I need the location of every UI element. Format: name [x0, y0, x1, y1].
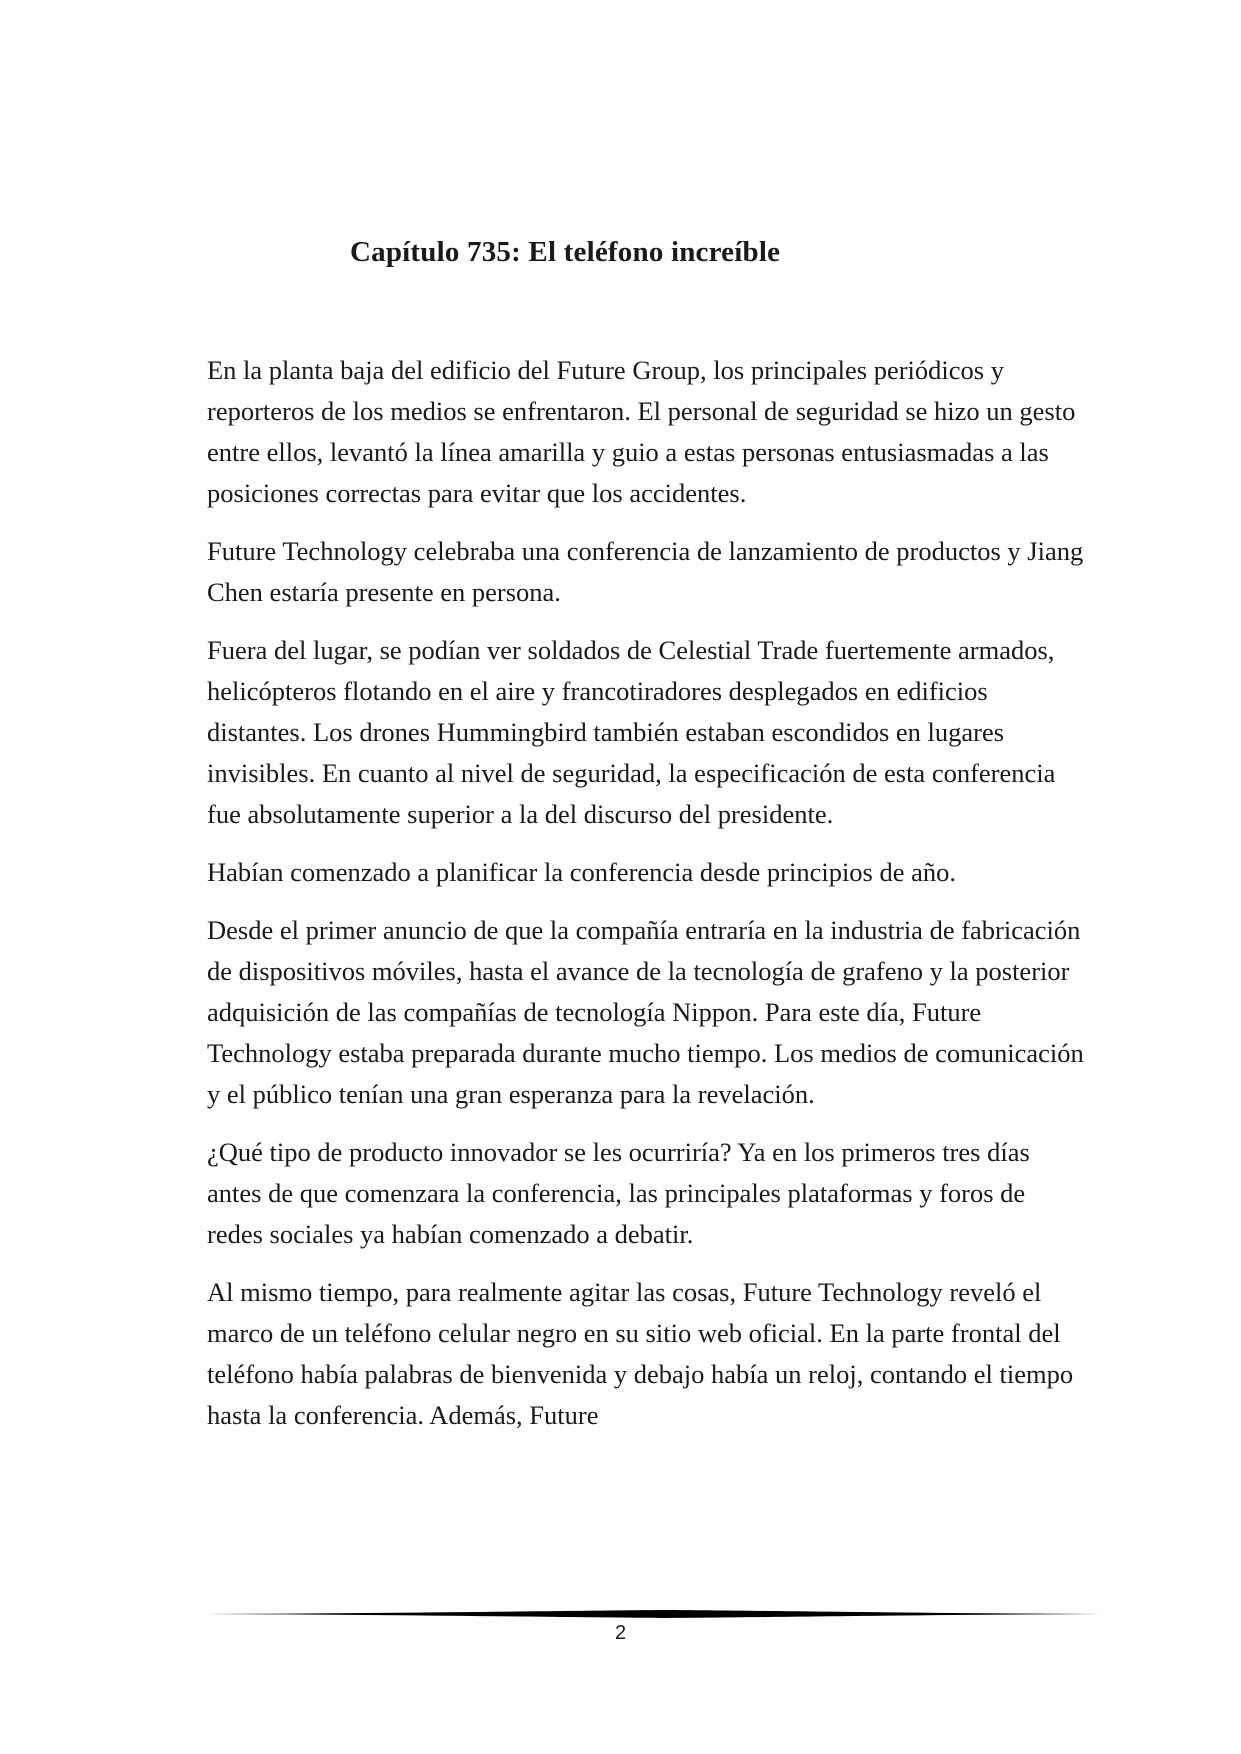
footer-divider-swash — [207, 1610, 1102, 1618]
paragraph: Fuera del lugar, se podían ver soldados de Celestial Trade fuertemente armados, helicópteros flotando en el aire y francotiradores desplegados en edificios distantes. Los drones Hummingbird también estaban escondidos en lugares invisibles. En cuanto al nivel de seguridad, la especificación de esta conferencia fue absolutamente superior a la del discurso del presidente. — [207, 635, 1056, 829]
footer-divider — [207, 1608, 1102, 1620]
paragraph: Future Technology celebraba una conferencia de lanzamiento de productos y Jiang Chen estaría presente en persona. — [207, 536, 1084, 607]
chapter-title: Capítulo 735: El teléfono increíble — [350, 236, 781, 268]
paragraph: Al mismo tiempo, para realmente agitar las cosas, Future Technology reveló el marco de un teléfono celular negro en su sitio web oficial. En la parte frontal del teléfono había palabras de bienvenida y debajo había un reloj, contando el tiempo hasta la conferencia. Además, Future — [207, 1277, 1074, 1430]
body-text — [207, 350, 1087, 1453]
page-number: 2 — [614, 1622, 627, 1644]
paragraph: ¿Qué tipo de producto innovador se les ocurriría? Ya en los primeros tres días antes de que comenzara la conferencia, las principales plataformas y foros de redes sociales ya habían comenzado a debatir. — [207, 1137, 1030, 1249]
paragraph: Desde el primer anuncio de que la compañía entraría en la industria de fabricación de dispositivos móviles, hasta el avance de la tecnología de grafeno y la posterior adquisición de las compañías de tecnología Nippon. Para este día, Future Technology estaba preparada durante mucho tiempo. Los medios de comunicación y el público tenían una gran esperanza para la revelación. — [207, 915, 1084, 1109]
paragraph: Habían comenzado a planificar la conferencia desde principios de año. — [207, 857, 957, 887]
paragraph: En la planta baja del edificio del Future Group, los principales periódicos y reporteros de los medios se enfrentaron. El personal de seguridad se hizo un gesto entre ellos, levantó la línea amarilla y guio a estas personas entusiasmadas a las posiciones correctas para evitar que los accidentes. — [207, 355, 1076, 508]
